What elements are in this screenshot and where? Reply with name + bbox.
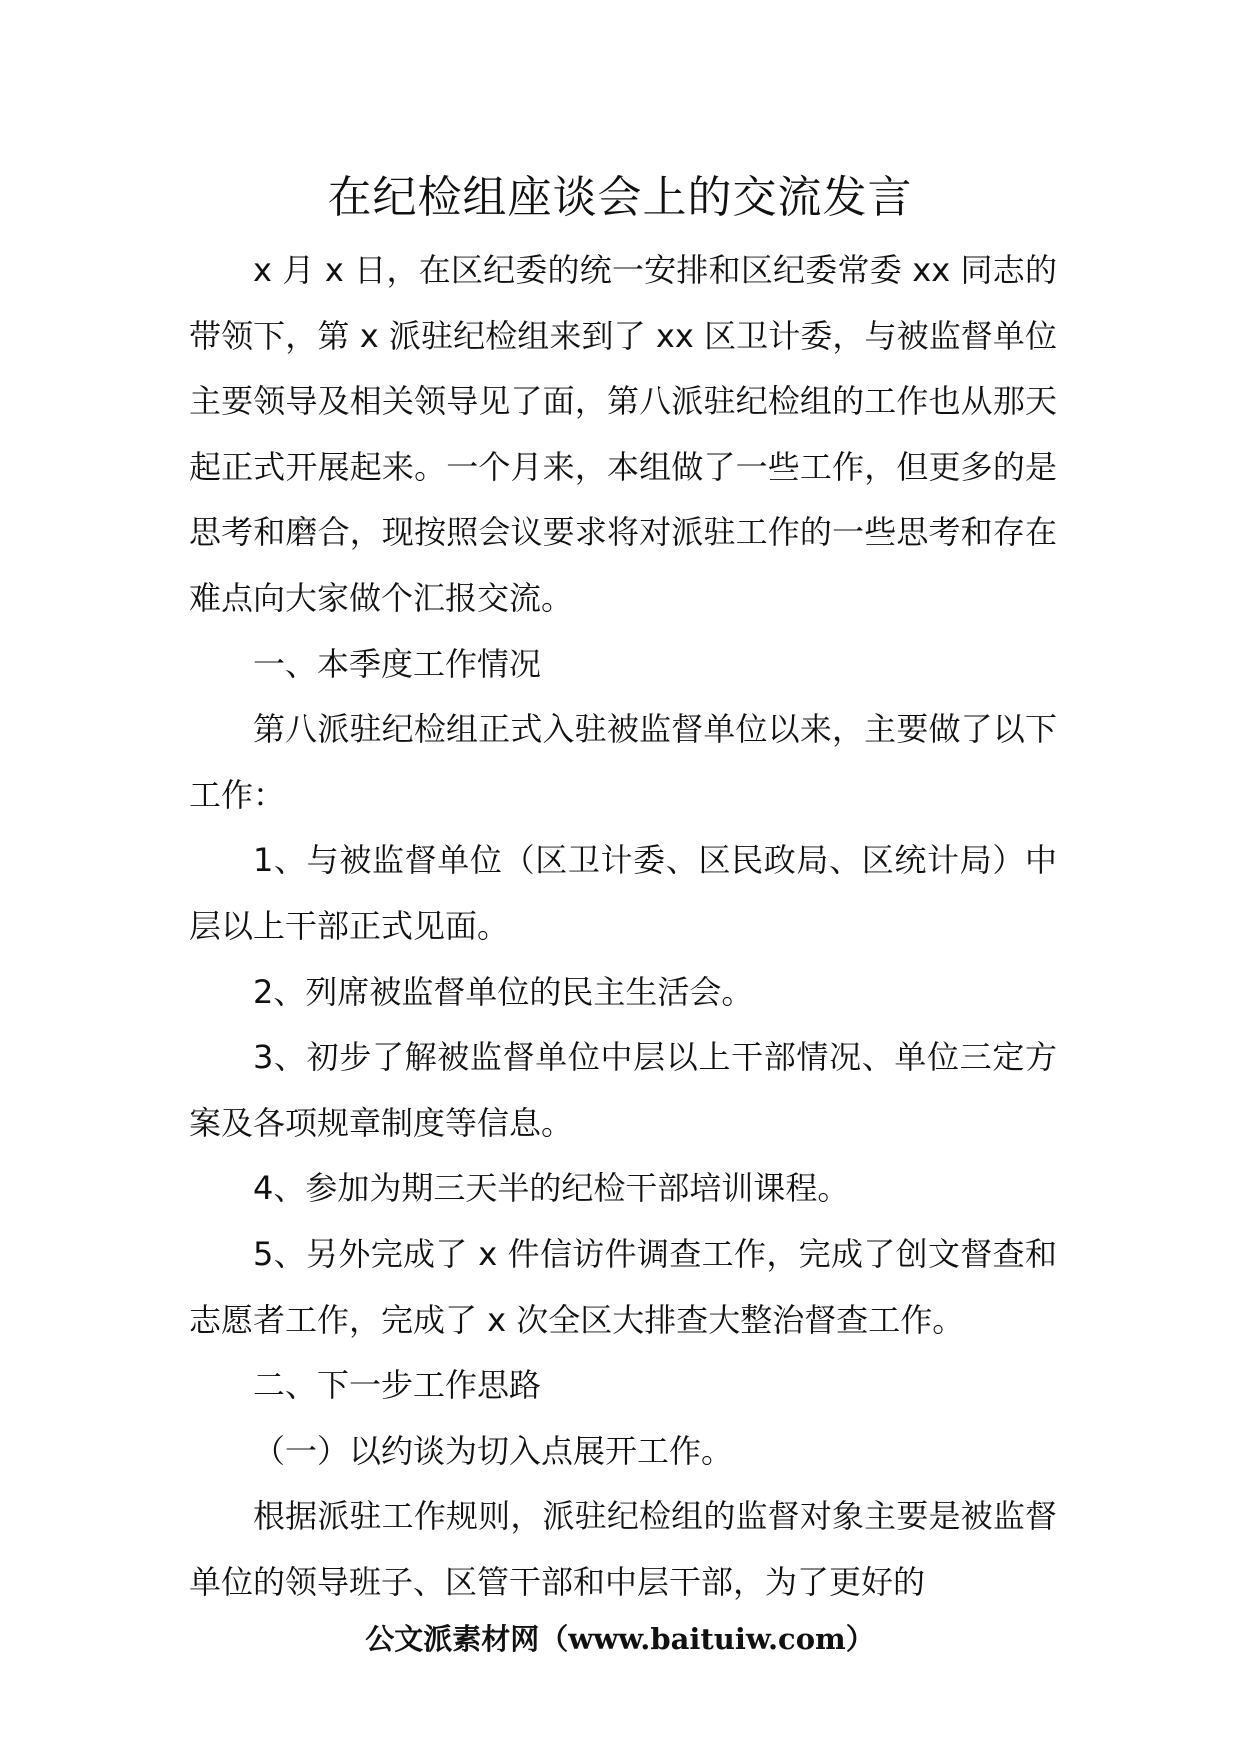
paragraph-work-summary: 第八派驻纪检组正式入驻被监督单位以来，主要做了以下工作： [189, 710, 1057, 814]
list-item-3: 3、初步了解被监督单位中层以上干部情况、单位三定方案及各项规章制度等信息。 [189, 1038, 1057, 1142]
document-body [189, 238, 1057, 1615]
section-heading-2: 二、下一步工作思路 [253, 1366, 542, 1405]
list-item-2: 2、列席被监督单位的民主生活会。 [253, 972, 754, 1011]
footer-watermark: 公文派素材网（www.baituiw.com） [365, 1622, 875, 1656]
section-heading-1: 一、本季度工作情况 [253, 644, 542, 683]
subsection-heading-1: （一）以约谈为切入点展开工作。 [253, 1431, 734, 1470]
paragraph-intro: x 月 x 日，在区纪委的统一安排和区纪委常委 xx 同志的带领下，第 x 派驻纪检组来到了 xx 区卫计委，与被监督单位主要领导及相关领导见了面，第八派驻纪检组的工作也从那天起正式开展起来。一个月来，本组做了一些工作，但更多的是思考和磨合，现按照会议要求将对派驻工作的一些思考和存在难点向大家做个汇报交流。 [189, 251, 1057, 617]
paragraph-interview: 根据派驻工作规则，派驻纪检组的监督对象主要是被监督单位的领导班子、区管干部和中层干部，为了更好的 [189, 1497, 1057, 1601]
list-item-1: 1、与被监督单位（区卫计委、区民政局、区统计局）中层以上干部正式见面。 [189, 841, 1057, 945]
document-title: 在纪检组座谈会上的交流发言 [327, 172, 913, 223]
list-item-5: 5、另外完成了 x 件信访件调查工作，完成了创文督查和志愿者工作，完成了 x 次全区大排查大整治督查工作。 [189, 1234, 1057, 1339]
list-item-4: 4、参加为期三天半的纪检干部培训课程。 [253, 1169, 850, 1208]
